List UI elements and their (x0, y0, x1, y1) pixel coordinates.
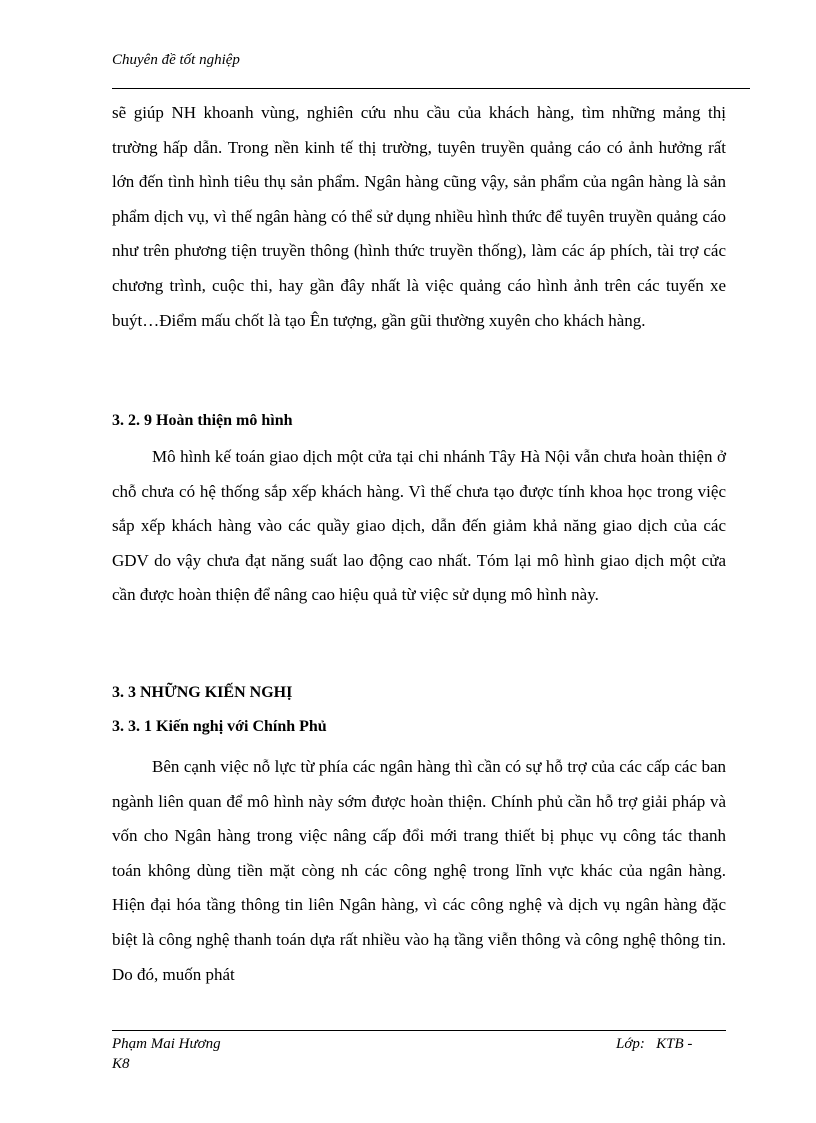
footer-divider (112, 1030, 726, 1031)
footer-author (112, 1034, 221, 1074)
paragraph-text: Mô hình kế toán giao dịch một cửa tại chi nhánh Tây Hà Nội vẫn chưa hoàn thiện ở chỗ chưa có hệ thống sắp xếp khách hàng. Vì thế chưa tạo được tính khoa học trong việc sắp xếp khách hàng vào các quầy giao dịch, dẫn đến giảm khả năng giao dịch của các GDV do vậy chưa đạt năng suất lao động cao nhất. Tóm lại mô hình giao dịch một cửa cần được hoàn thiện để nâng cao hiệu quả từ việc sử dụng mô hình này. (112, 447, 726, 605)
body-paragraph-329 (112, 440, 726, 613)
body-paragraph-1 (112, 96, 726, 338)
footer-author-cont: K8 (112, 1056, 130, 1072)
body-paragraph-331 (112, 750, 726, 992)
footer-class-label: Lớp: (616, 1036, 645, 1052)
page-header-title: Chuyên đề tốt nghiệp (112, 52, 240, 68)
section-heading-33: 3. 3 NHỮNG KIẾN NGHỊ (112, 684, 293, 701)
paragraph-text: Bên cạnh việc nỗ lực từ phía các ngân hàng thì cần có sự hỗ trợ của các cấp các ban ngành liên quan để mô hình này sớm được hoàn thiện. Chính phủ cần hỗ trợ giải pháp và vốn cho Ngân hàng trong việc nâng cấp đổi mới trang thiết bị phục vụ công tác thanh toán không dùng tiền mặt còng nh các công nghệ trong lĩnh vực khác của ngân hàng. Hiện đại hóa tầng thông tin liên Ngân hàng, vì các công nghệ và dịch vụ ngân hàng đặc biệt là công nghệ thanh toán dựa rất nhiều vào hạ tầng viễn thông và công nghệ thông tin. Do đó, muốn phát (112, 757, 726, 984)
header-divider (112, 88, 750, 89)
paragraph-text: sẽ giúp NH khoanh vùng, nghiên cứu nhu cầu của khách hàng, tìm những mảng thị trường hấp dẫn. Trong nền kinh tế thị trường, tuyên truyền quảng cáo có ảnh hưởng rất lớn đến tình hình tiêu thụ sản phẩm. Ngân hàng cũng vậy, sản phẩm của ngân hàng là sản phẩm dịch vụ, vì thế ngân hàng có thể sử dụng nhiều hình thức để tuyên truyền quảng cáo như trên phương tiện truyền thông (hình thức truyền thống), làm các áp phích, tài trợ các chương trình, cuộc thi, hay gần đây nhất là việc quảng cáo hình ảnh trên các tuyến xe buýt…Điểm mấu chốt là tạo Ên tượng, gần gũi thường xuyên cho khách hàng. (112, 103, 726, 330)
footer-author-name: Phạm Mai Hương (112, 1036, 221, 1052)
footer-class (616, 1034, 692, 1054)
section-heading-329: 3. 2. 9 Hoàn thiện mô hình (112, 412, 293, 429)
section-heading-331: 3. 3. 1 Kiến nghị với Chính Phủ (112, 718, 327, 735)
footer-class-value: KTB - (656, 1036, 693, 1052)
